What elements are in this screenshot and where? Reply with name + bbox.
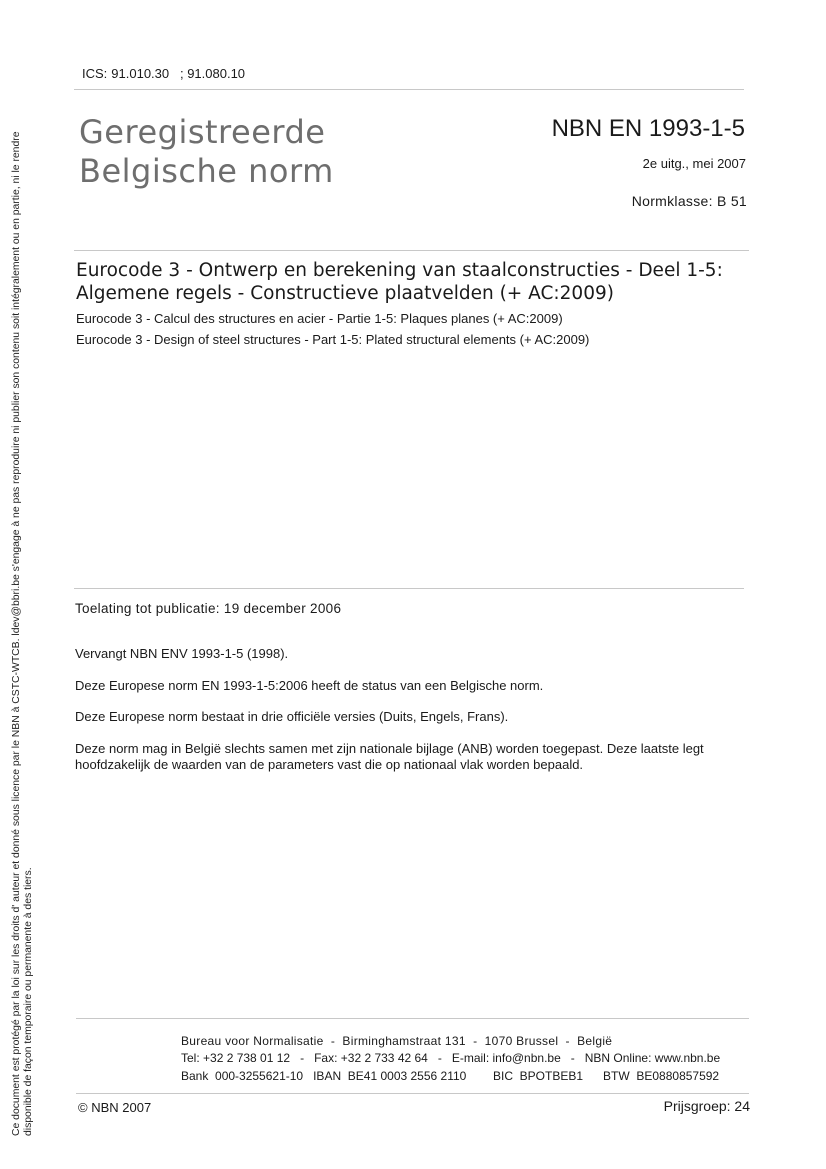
- page-title-line1: Geregistreerde: [79, 113, 326, 151]
- copyright-notice-line2: disponible de façon temporaire ou permanente à des tiers.: [23, 867, 34, 1136]
- divider-bottom: [76, 1093, 749, 1094]
- paragraph-versions: Deze Europese norm bestaat in drie officiële versies (Duits, Engels, Frans).: [75, 709, 509, 724]
- ics-label: ICS:: [82, 66, 108, 81]
- ics-values: 91.010.30 ; 91.080.10: [111, 66, 246, 81]
- paragraph-status: Deze Europese norm EN 1993-1-5:2006 heeft de status van een Belgische norm.: [75, 678, 544, 693]
- title-dutch: Eurocode 3 - Ontwerp en berekening van staalconstructies - Deel 1-5: Algemene regels - Constructieve plaatvelden (+ AC:2009): [76, 260, 723, 304]
- paragraph-replaces: Vervangt NBN ENV 1993-1-5 (1998).: [75, 646, 289, 661]
- title-french: Eurocode 3 - Calcul des structures en acier - Partie 1-5: Plaques planes (+ AC:2009): [76, 311, 563, 326]
- divider-top: [74, 89, 744, 90]
- price-group: Prijsgroep: 24: [663, 1098, 750, 1114]
- page-title: [79, 113, 334, 191]
- footer-bank: Bank 000-3255621-10 IBAN BE41 0003 2556 2110 BIC BPOTBEB1 BTW BE0880857592: [181, 1069, 720, 1083]
- approval-date: Toelating tot publicatie: 19 december 2006: [75, 601, 342, 616]
- divider-footer: [76, 1018, 749, 1019]
- footer-address: Bureau voor Normalisatie - Birminghamstraat 131 - 1070 Brussel - België: [181, 1034, 613, 1048]
- divider-header: [74, 250, 749, 251]
- page-title-line2: Belgische norm: [79, 152, 334, 190]
- standard-number: NBN EN 1993-1-5: [551, 115, 745, 142]
- edition-info: 2e uitg., mei 2007: [642, 156, 746, 171]
- paragraph-national-annex: Deze norm mag in België slechts samen met zijn nationale bijlage (ANB) worden toegepast. Deze laatste legt hoofdzakelijk de waarden van de parameters vast die op nationaal vlak worden bepaald.: [75, 741, 704, 772]
- copyright-notice-vertical: [11, 0, 51, 1136]
- norm-class: Normklasse: B 51: [631, 193, 747, 209]
- copyright-notice-line1: Ce document est protégé par la loi sur les droits d' auteur et donné sous licence par le NBN à CSTC-WTCB. ldev@bbri.be s'engage à ne pas reproduire ni publier son contenu soit intégralement ou en partie, ni le rendre: [11, 131, 22, 1136]
- ics-codes: [82, 66, 249, 81]
- title-english: Eurocode 3 - Design of steel structures - Part 1-5: Plated structural elements (+ AC:2009): [76, 332, 590, 347]
- copyright: © NBN 2007: [78, 1100, 152, 1115]
- footer-contact: Tel: +32 2 738 01 12 - Fax: +32 2 733 42 64 - E-mail: info@nbn.be - NBN Online: www.nbn.be: [181, 1051, 721, 1065]
- divider-middle: [74, 588, 744, 589]
